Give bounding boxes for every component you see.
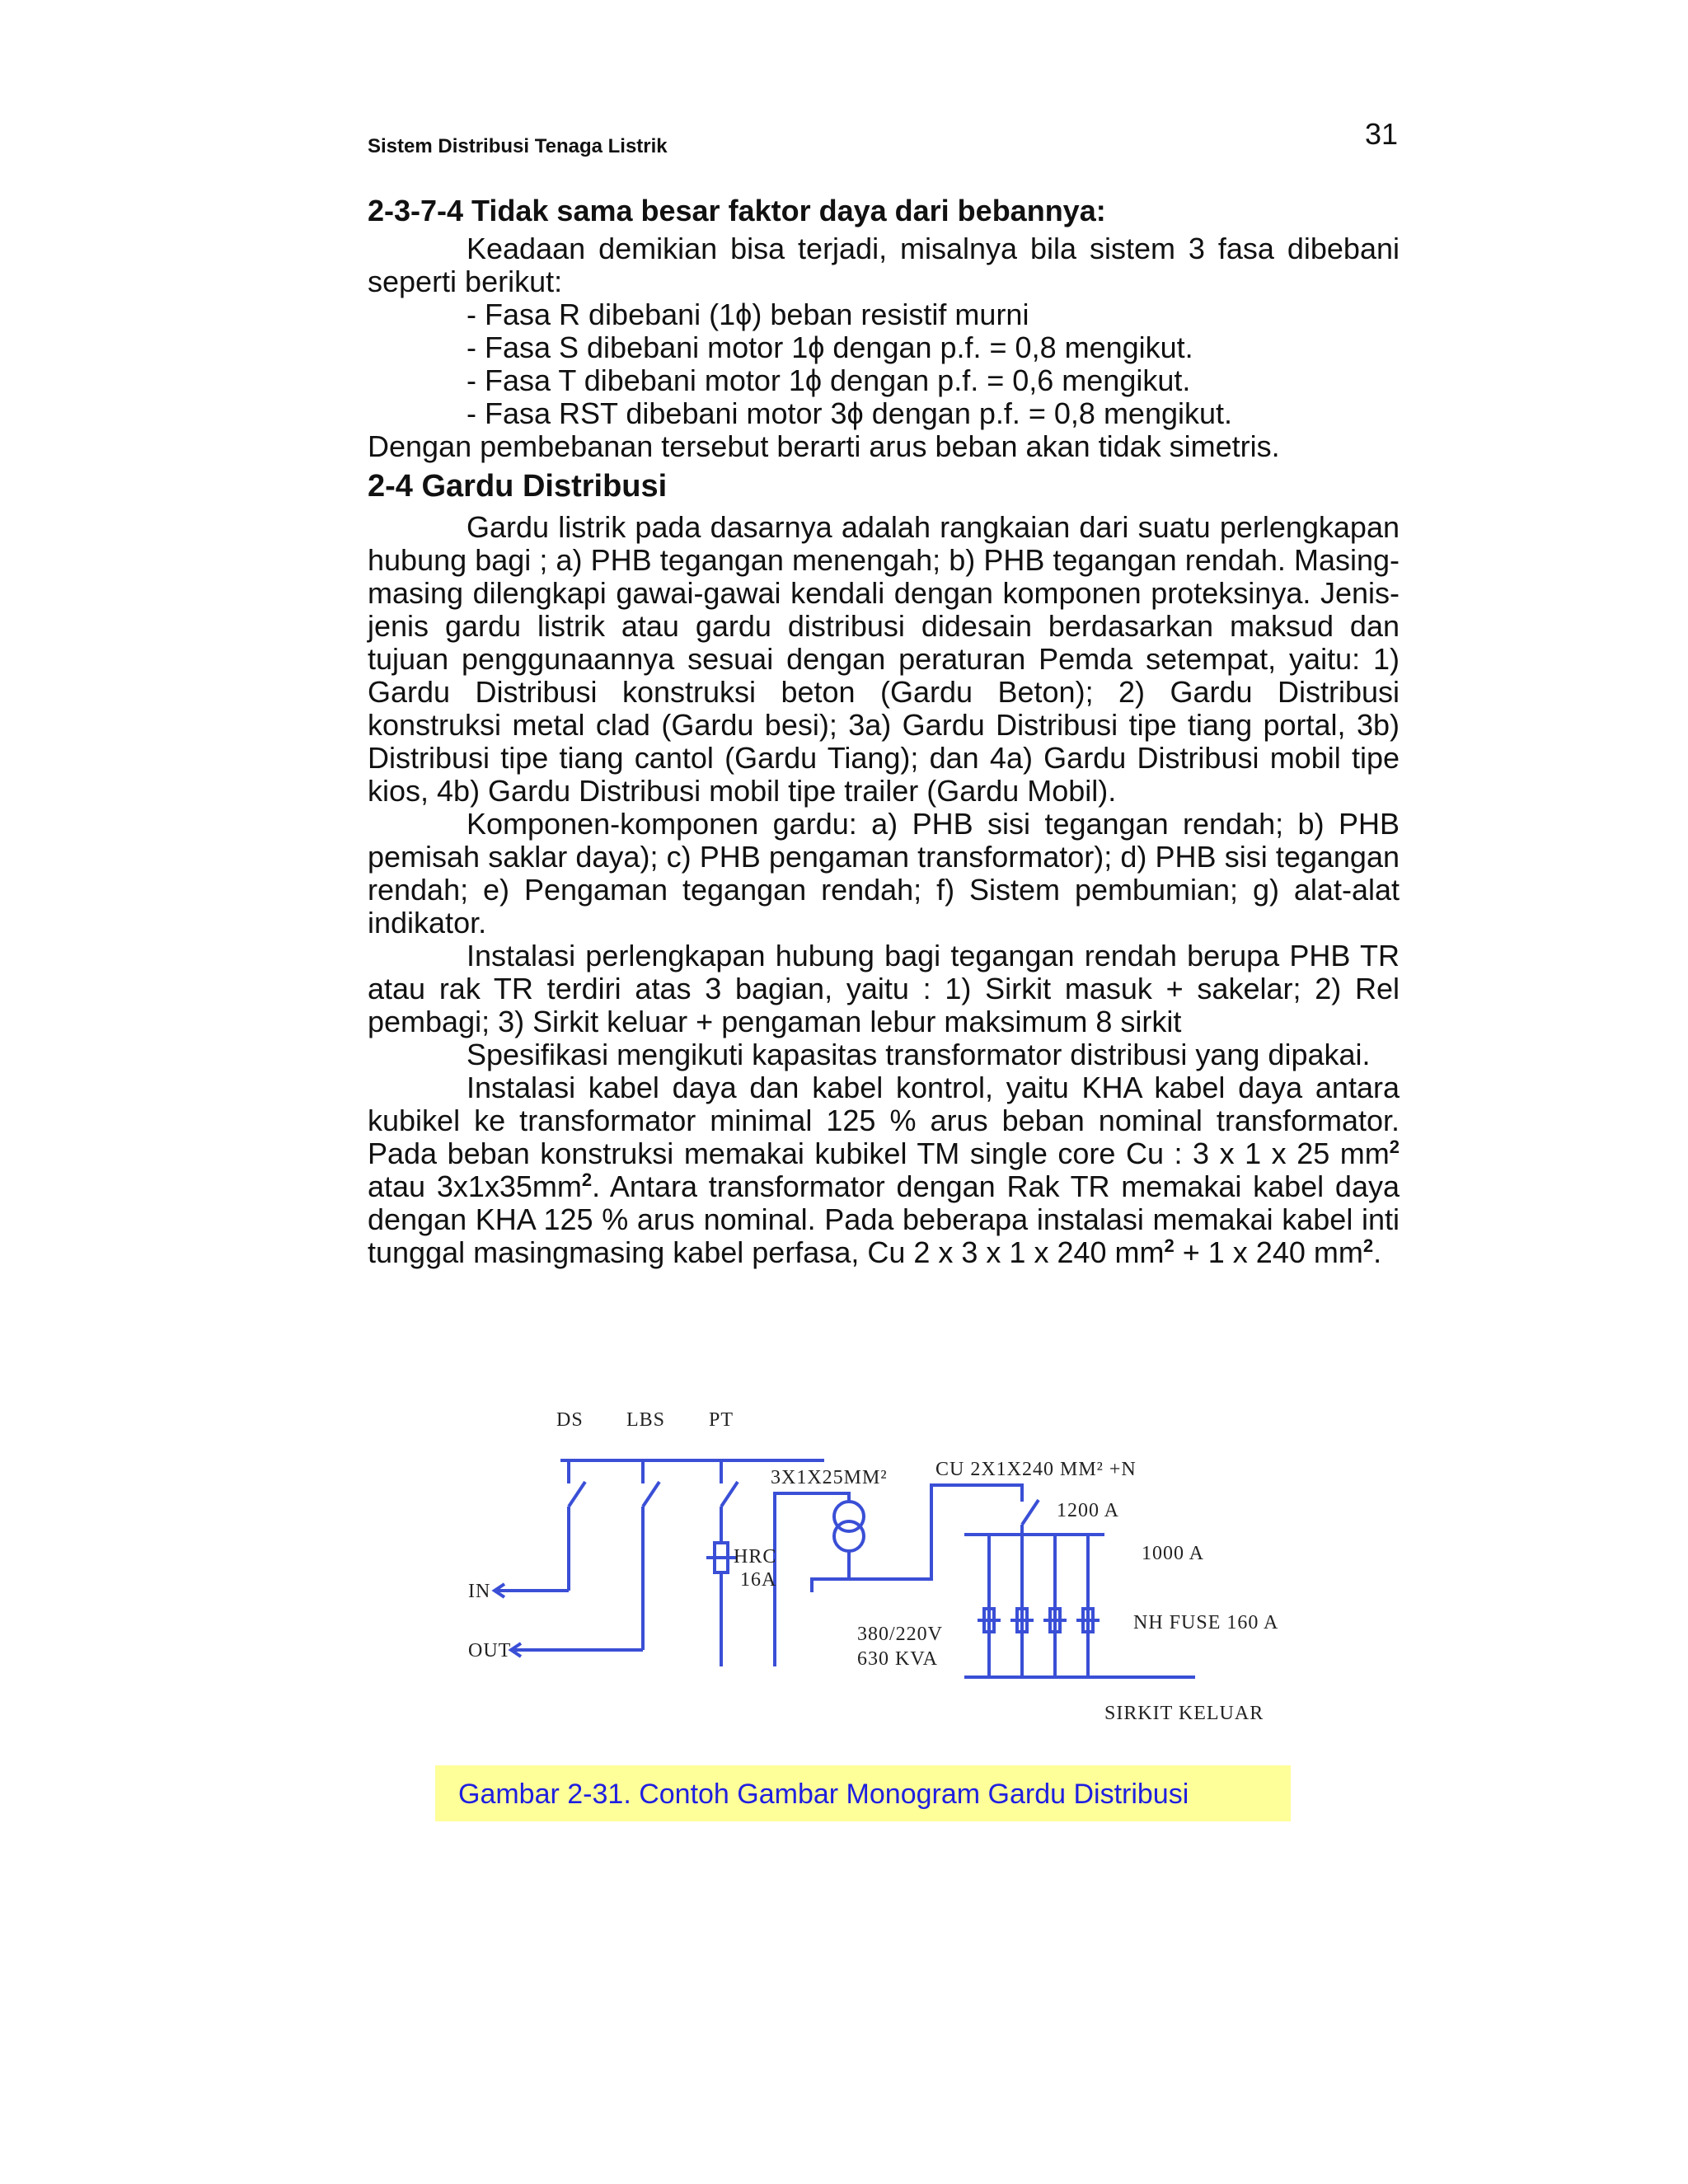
superscript: 2 (1164, 1235, 1175, 1256)
label-breaker: 1200 A (1057, 1500, 1120, 1521)
paragraph-intro: Keadaan demikian bisa terjadi, misalnya bila sistem 3 fasa dibebani seperti berikut: (368, 232, 1400, 298)
cable-text-b: atau 3x1x35mm (368, 1169, 582, 1203)
label-voltage: 380/220V (857, 1624, 943, 1645)
cable-text-e: . (1373, 1235, 1382, 1269)
label-power: 630 KVA (857, 1648, 938, 1670)
load-list (467, 298, 1400, 430)
label-outgoing: SIRKIT KELUAR (1104, 1703, 1264, 1724)
superscript: 2 (581, 1169, 593, 1190)
paragraph-cables (368, 1071, 1400, 1269)
section-heading-2374: 2-3-7-4 Tidak sama besar faktor daya dari bebannya: (368, 194, 1106, 227)
paragraph-components: Komponen-komponen gardu: a) PHB sisi tegangan rendah; b) PHB pemisah saklar daya); c) PHB pengaman transformator); d) PHB sisi tegangan rendah; e) Pengaman tegangan rendah; f) Sistem pembumian; g) alat-alat indikator. (368, 807, 1400, 940)
figure-caption-box (435, 1765, 1291, 1821)
label-ds: DS (556, 1409, 584, 1431)
label-cable-tm: 3X1X25MM² (771, 1467, 888, 1488)
cable-text-d: + 1 x 240 mm (1174, 1235, 1363, 1269)
paragraph-specification: Spesifikasi mengikuti kapasitas transformator distribusi yang dipakai. (467, 1038, 1371, 1071)
label-nh-fuse: NH FUSE 160 A (1133, 1612, 1279, 1633)
document-body (368, 194, 1400, 1269)
paragraph-conclusion: Dengan pembebanan tersebut berarti arus beban akan tidak simetris. (368, 429, 1280, 463)
label-in: IN (468, 1581, 491, 1602)
paragraph-phb-tr: Instalasi perlengkapan hubung bagi tegangan rendah berupa PHB TR atau rak TR terdiri atas 3 bagian, yaitu : 1) Sirkit masuk + sakelar; 2) Rel pembagi; 3) Sirkit keluar + pengaman lebur maksimum 8 sirkit (368, 939, 1400, 1038)
cable-text-a: Instalasi kabel daya dan kabel kontrol, yaitu KHA kabel daya antara kubikel ke transformator minimal 125 % arus beban nominal transformator. Pada beban konstruksi memakai kubikel TM single core Cu : 3 x 1 x 25 mm (368, 1071, 1400, 1170)
superscript: 2 (1362, 1235, 1374, 1256)
diagram-lines (495, 1460, 1195, 1677)
distribution-substation-diagram (462, 1393, 1286, 1755)
page-header-title: Sistem Distribusi Tenaga Listrik (368, 135, 668, 157)
list-item: - Fasa T dibebani motor 1ϕ dengan p.f. = 0,6 mengikut. (467, 363, 1191, 397)
cable-text-c: . Antara transformator dengan Rak TR memakai kabel daya dengan KHA 125 % arus nominal. Pada beberapa instalasi memakai kabel inti tunggal masingmasing kabel perfasa, Cu 2 x 3 x 1 x 240 mm (368, 1169, 1400, 1269)
label-lbs: LBS (626, 1409, 666, 1431)
list-item: - Fasa RST dibebani motor 3ϕ dengan p.f. = 0,8 mengikut. (467, 396, 1233, 430)
label-pt: PT (709, 1409, 734, 1431)
section-heading-24: 2-4 Gardu Distribusi (368, 469, 668, 504)
paragraph-gardu-types: Gardu listrik pada dasarnya adalah rangkaian dari suatu perlengkapan hubung bagi ; a) PHB tegangan menengah; b) PHB tegangan rendah. Masing-masing dilengkapi gawai-gawai kendali dengan komponen proteksinya. Jenis-jenis gardu listrik atau gardu distribusi didesain berdasarkan maksud dan tujuan penggunaannya sesuai dengan peraturan Pemda setempat, yaitu: 1) Gardu Distribusi konstruksi beton (Gardu Beton); 2) Gardu Distribusi konstruksi metal clad (Gardu besi); 3a) Gardu Distribusi tipe tiang portal, 3b) Distribusi tipe tiang cantol (Gardu Tiang); dan 4a) Gardu Distribusi mobil tipe kios, 4b) Gardu Distribusi mobil tipe trailer (Gardu Mobil). (368, 510, 1400, 808)
list-item: - Fasa R dibebani (1ϕ) beban resistif murni (467, 298, 1029, 331)
figure-caption: Gambar 2-31. Contoh Gambar Monogram Gardu Distribusi (458, 1779, 1189, 1810)
label-cable-tr: CU 2X1X240 MM² +N (935, 1459, 1137, 1480)
label-busbar: 1000 A (1142, 1543, 1205, 1564)
list-item: - Fasa S dibebani motor 1ϕ dengan p.f. = 0,8 mengikut. (467, 330, 1193, 364)
page-number: 31 (1365, 117, 1399, 151)
superscript: 2 (1389, 1137, 1400, 1157)
label-hrc: HRC (734, 1546, 777, 1568)
label-hrc-rating: 16A (740, 1569, 777, 1591)
label-out: OUT (468, 1640, 512, 1661)
